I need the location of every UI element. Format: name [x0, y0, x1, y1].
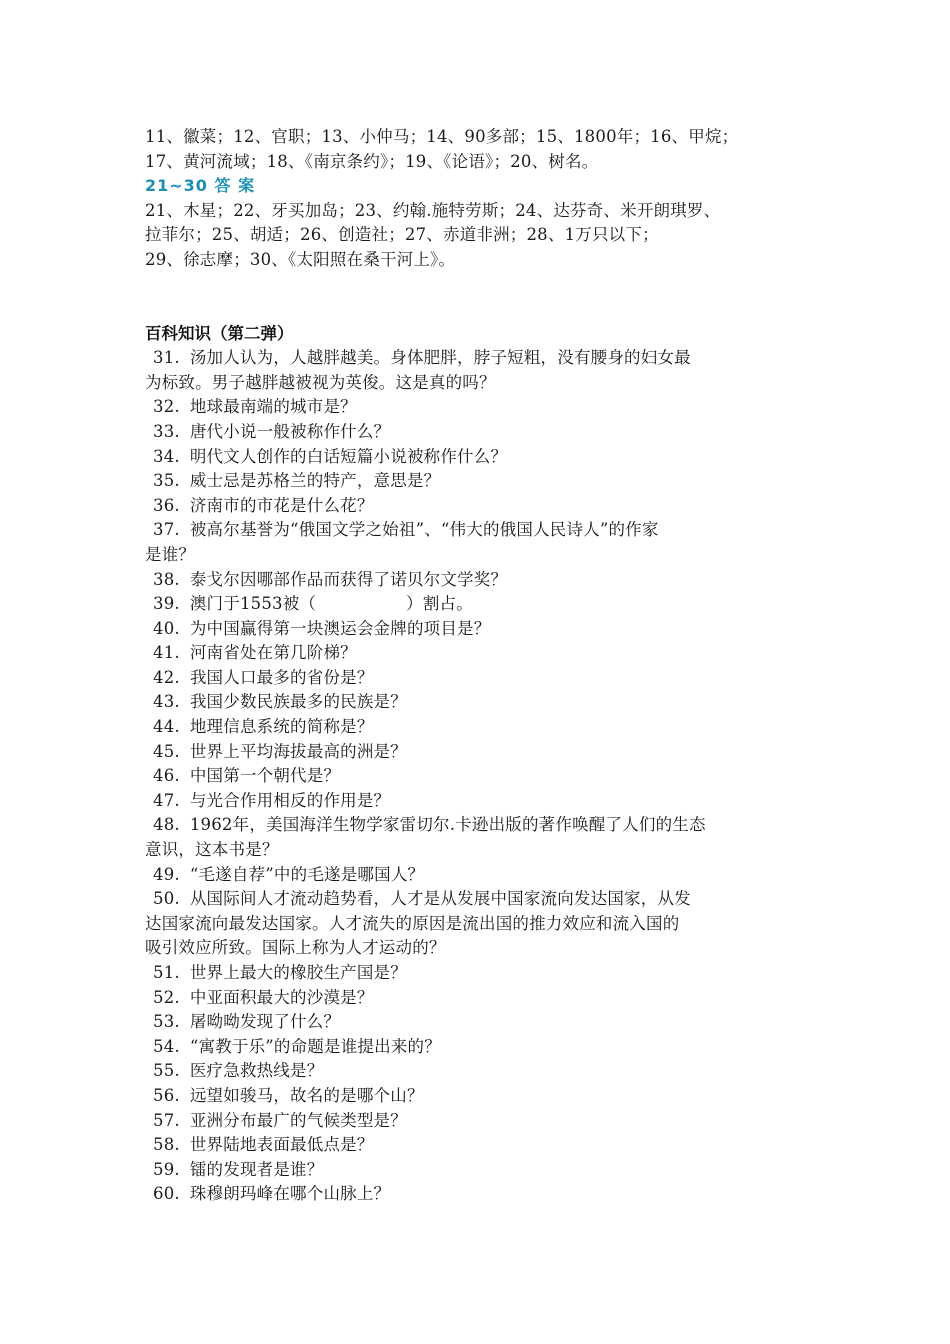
question-item — [145, 961, 815, 986]
question-item — [145, 1109, 815, 1134]
question-text: ）割占。 — [406, 594, 473, 614]
answer-line: 21、木星；22、牙买加岛；23、约翰.施特劳斯；24、达芬奇、米开朗琪罗、 — [145, 200, 721, 220]
question-text: 亚洲分布最广的气候类型是？ — [189, 1110, 407, 1130]
question-item — [145, 1158, 815, 1183]
blank-space — [145, 273, 815, 322]
question-item — [145, 445, 815, 470]
question-item — [145, 641, 815, 666]
question-continuation: 意识，这本书是？ — [145, 840, 279, 860]
question-text: “寓教于乐”的命题是谁提出来的？ — [189, 1036, 441, 1056]
answer-line: 11、徽菜；12、官职；13、小仲马；14、90多部；15、1800年；16、甲烷； — [145, 127, 739, 146]
question-item — [145, 1084, 815, 1109]
question-number: 40. — [153, 618, 180, 638]
question-text: 从国际间人才流动趋势看，人才是从发展中国家流向发达国家，从发 — [189, 889, 691, 909]
question-number: 31. — [153, 348, 180, 368]
question-number: 34. — [153, 446, 180, 466]
question-text: 珠穆朗玛峰在哪个山脉上？ — [189, 1184, 391, 1204]
question-continuation: 为标致。男子越胖越被视为英俊。这是真的吗？ — [145, 372, 496, 392]
question-number: 51. — [153, 963, 180, 982]
question-number: 33. — [153, 421, 180, 441]
question-item — [145, 740, 815, 765]
answers-heading: 21~30 答 案 — [145, 176, 256, 196]
question-text: 世界上最大的橡胶生产国是？ — [189, 963, 407, 982]
question-text: 汤加人认为，人越胖越美。身体肥胖，脖子短粗，没有腰身的妇女最 — [189, 348, 691, 368]
answer-line: 29、徐志摩；30、《太阳照在桑干河上》。 — [145, 249, 456, 269]
question-number: 37. — [153, 520, 180, 540]
question-text: 济南市的市花是什么花？ — [189, 495, 374, 515]
question-number: 60. — [153, 1184, 180, 1204]
question-item — [145, 986, 815, 1011]
answer-line: 拉菲尔；25、胡适；26、创造社；27、赤道非洲；28、1万只以下； — [145, 225, 659, 245]
question-number: 42. — [153, 667, 180, 687]
question-text: 中亚面积最大的沙漠是？ — [189, 987, 374, 1007]
question-text: 为中国赢得第一块澳运会金牌的项目是？ — [189, 618, 491, 638]
question-text: 地球最南端的城市是？ — [189, 397, 357, 417]
question-number: 59. — [153, 1159, 180, 1179]
question-number: 55. — [153, 1061, 180, 1081]
question-number: 45. — [153, 741, 180, 761]
question-item — [145, 813, 815, 838]
question-number: 52. — [153, 987, 180, 1007]
question-item — [145, 592, 815, 617]
question-item — [145, 1133, 815, 1158]
question-text: 中国第一个朝代是？ — [189, 766, 341, 786]
question-number: 32. — [153, 397, 180, 417]
question-text: 医疗急救热线是？ — [189, 1061, 324, 1081]
question-item — [145, 518, 815, 543]
question-text: “毛遂自荐”中的毛遂是哪国人？ — [189, 864, 425, 884]
question-number: 49. — [153, 864, 180, 884]
question-item — [145, 764, 815, 789]
question-number: 39. — [153, 594, 180, 614]
question-text: 明代文人创作的白话短篇小说被称作什么？ — [189, 446, 508, 466]
question-number: 58. — [153, 1135, 180, 1155]
question-number: 47. — [153, 790, 180, 810]
question-item — [145, 789, 815, 814]
document-page — [145, 125, 815, 1207]
question-text: 屠呦呦发现了什么？ — [189, 1012, 341, 1032]
question-text: 1962年，美国海洋生物学家雷切尔.卡逊出版的著作唤醒了人们的生态 — [189, 815, 706, 835]
question-item — [145, 887, 815, 912]
question-item — [145, 617, 815, 642]
question-number: 43. — [153, 692, 180, 712]
question-text: 世界上平均海拔最高的洲是？ — [189, 741, 407, 761]
question-number: 53. — [153, 1012, 180, 1032]
question-text: 唐代小说一般被称作什么？ — [189, 421, 391, 441]
question-number: 38. — [153, 569, 180, 589]
question-text: 我国少数民族最多的民族是？ — [189, 692, 407, 712]
question-item — [145, 863, 815, 888]
question-number: 50. — [153, 889, 180, 909]
question-item — [145, 666, 815, 691]
question-number: 54. — [153, 1036, 180, 1056]
question-item — [145, 469, 815, 494]
question-text: 远望如骏马，故名的是哪个山？ — [189, 1085, 424, 1105]
question-item — [145, 1059, 815, 1084]
question-item — [145, 1035, 815, 1060]
question-text: 威士忌是苏格兰的特产，意思是？ — [189, 471, 441, 491]
question-text: 我国人口最多的省份是？ — [189, 667, 374, 687]
question-text: 泰戈尔因哪部作品而获得了诺贝尔文学奖？ — [189, 569, 508, 589]
question-number: 48. — [153, 815, 180, 835]
question-item — [145, 1182, 815, 1207]
question-number: 57. — [153, 1110, 180, 1130]
question-text: 与光合作用相反的作用是？ — [189, 790, 391, 810]
question-item — [145, 494, 815, 519]
question-item — [145, 715, 815, 740]
question-number: 44. — [153, 717, 180, 737]
question-item — [145, 420, 815, 445]
question-continuation: 是谁？ — [145, 544, 196, 564]
question-item — [145, 690, 815, 715]
question-item — [145, 346, 815, 371]
question-item — [145, 1010, 815, 1035]
question-text: 地理信息系统的简称是？ — [189, 717, 374, 737]
question-number: 35. — [153, 471, 180, 491]
question-text: 镭的发现者是谁？ — [189, 1159, 324, 1179]
question-item — [145, 395, 815, 420]
section-title: 百科知识（第二弹） — [145, 323, 294, 343]
question-item — [145, 568, 815, 593]
question-text: 世界陆地表面最低点是？ — [189, 1135, 374, 1155]
question-number: 41. — [153, 643, 180, 663]
answer-line: 17、黄河流域；18、《南京条约》；19、《论语》；20、树名。 — [145, 151, 599, 171]
question-number: 56. — [153, 1085, 180, 1105]
question-number: 36. — [153, 495, 180, 515]
question-text: 河南省处在第几阶梯？ — [189, 643, 357, 663]
question-continuation: 达国家流向最发达国家。人才流失的原因是流出国的推力效应和流入国的 — [145, 913, 680, 933]
question-text: 澳门于1553被（ — [189, 594, 317, 614]
question-number: 46. — [153, 766, 180, 786]
question-text: 被高尔基誉为“俄国文学之始祖”、“伟大的俄国人民诗人”的作家 — [189, 520, 659, 540]
question-continuation: 吸引效应所致。国际上称为人才运动的？ — [145, 938, 446, 958]
